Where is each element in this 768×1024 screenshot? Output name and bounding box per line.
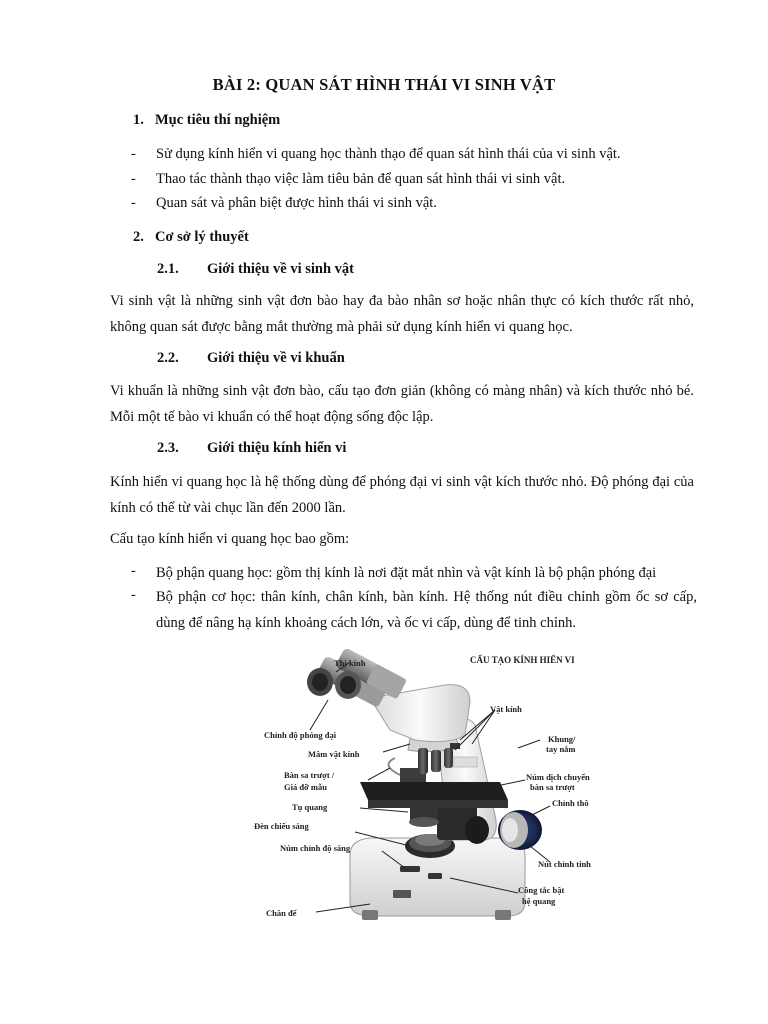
dash-bullet: - (131, 171, 136, 187)
list-item-text: Sử dụng kính hiển vi quang học thành thạo để quan sát hình thái của vi sinh vật. (156, 146, 621, 162)
list-item (131, 584, 697, 636)
paragraph-bacteria: Vi khuẩn là những sinh vật đơn bào, cấu tạo đơn giản (không có màng nhân) và kích thước nhỏ bé. Mỗi một tế bào vi khuẩn có thể hoạt động sống độc lập. (110, 383, 694, 425)
dash-bullet: - (131, 146, 136, 162)
list-item (131, 560, 697, 586)
label-den-chieu-sang: Đèn chiếu sáng (254, 821, 309, 831)
label-cong-tac-line1: Công tắc bật (518, 885, 565, 895)
subsection-number: 2.3. (157, 440, 179, 456)
section-2-heading (133, 229, 249, 246)
label-ban-sa-line1: Bàn sa trượt / (284, 770, 335, 780)
label-num-dich-line1: Núm dịch chuyển (526, 772, 590, 782)
subsection-number: 2.2. (157, 350, 179, 366)
page-title: BÀI 2: QUAN SÁT HÌNH THÁI VI SINH VẬT (212, 75, 556, 94)
list-item-text: Quan sát và phân biệt được hình thái vi sinh vật. (156, 195, 437, 211)
section-title: Mục tiêu thí nghiệm (155, 112, 281, 128)
paragraph-microscope: Kính hiển vi quang học là hệ thống dùng để phóng đại vi sinh vật kích thước nhỏ. Độ phóng đại của kính có thể từ vài chục lần đến 2000 lần. (110, 474, 694, 516)
label-thi-kinh: Thị kính (334, 658, 366, 668)
list-item-text: Thao tác thành thạo việc làm tiêu bản để quan sát hình thái vi sinh vật. (156, 171, 566, 187)
section-number: 1. (133, 112, 144, 128)
label-num-chinh-do-sang: Núm chỉnh độ sáng (280, 843, 351, 853)
list-item-text: Bộ phận cơ học: thân kính, chân kính, bàn kính. Hệ thống nút điều chỉnh gồm ốc sơ cấp, dùng để nâng hạ kính khoảng cách lớn, và ốc vi cấp, dùng để tinh chỉnh. (156, 589, 697, 631)
subsection-2-3-heading (157, 440, 346, 457)
paragraph-microorganisms: Vi sinh vật là những sinh vật đơn bào hay đa bào nhân sơ hoặc nhân thực có kích thước rất nhỏ, không quan sát được bằng mắt thường mà phải sử dụng kính hiển vi quang học. (110, 293, 694, 335)
subsection-title: Giới thiệu về vi khuẩn (207, 350, 345, 366)
dash-bullet: - (131, 563, 136, 579)
structure-intro: Cấu tạo kính hiển vi quang học bao gồm: (110, 531, 350, 547)
section-title: Cơ sở lý thuyết (155, 229, 249, 245)
section-number: 2. (133, 229, 144, 245)
label-mam-vat-kinh: Mâm vật kính (308, 749, 360, 759)
dash-bullet: - (131, 195, 136, 211)
microscope-figure (250, 640, 620, 930)
subsection-title: Giới thiệu kính hiển vi (207, 440, 347, 456)
label-num-dich-line2: bàn sa trượt (530, 782, 575, 792)
label-cong-tac-line2: hệ quang (522, 896, 556, 906)
list-item-text: Bộ phận quang học: gồm thị kính là nơi đặt mắt nhìn và vật kính là bộ phận phóng đại (156, 565, 657, 581)
label-nut-chinh-tinh: Nút chỉnh tinh (538, 859, 591, 869)
label-vat-kinh: Vật kính (490, 704, 522, 714)
label-ban-sa-line2: Giá đỡ mẫu (284, 782, 327, 792)
figure-title: CẤU TẠO KÍNH HIỂN VI (470, 655, 575, 665)
microscope-diagram (250, 640, 620, 930)
subsection-title: Giới thiệu về vi sinh vật (207, 261, 355, 277)
subsection-2-2-heading (157, 350, 345, 367)
label-chinh-do-phong-dai: Chỉnh độ phóng đại (264, 730, 337, 740)
subsection-number: 2.1. (157, 261, 179, 277)
label-chinh-tho: Chỉnh thô (552, 798, 589, 808)
label-tu-quang: Tụ quang (292, 802, 328, 812)
label-khung-line2: tay nắm (546, 744, 576, 754)
label-chan-de: Chân đế (266, 908, 297, 918)
subsection-2-1-heading (157, 261, 354, 278)
label-khung-line1: Khung/ (548, 734, 576, 744)
dash-bullet: - (131, 587, 136, 603)
section-1-heading (133, 112, 280, 129)
